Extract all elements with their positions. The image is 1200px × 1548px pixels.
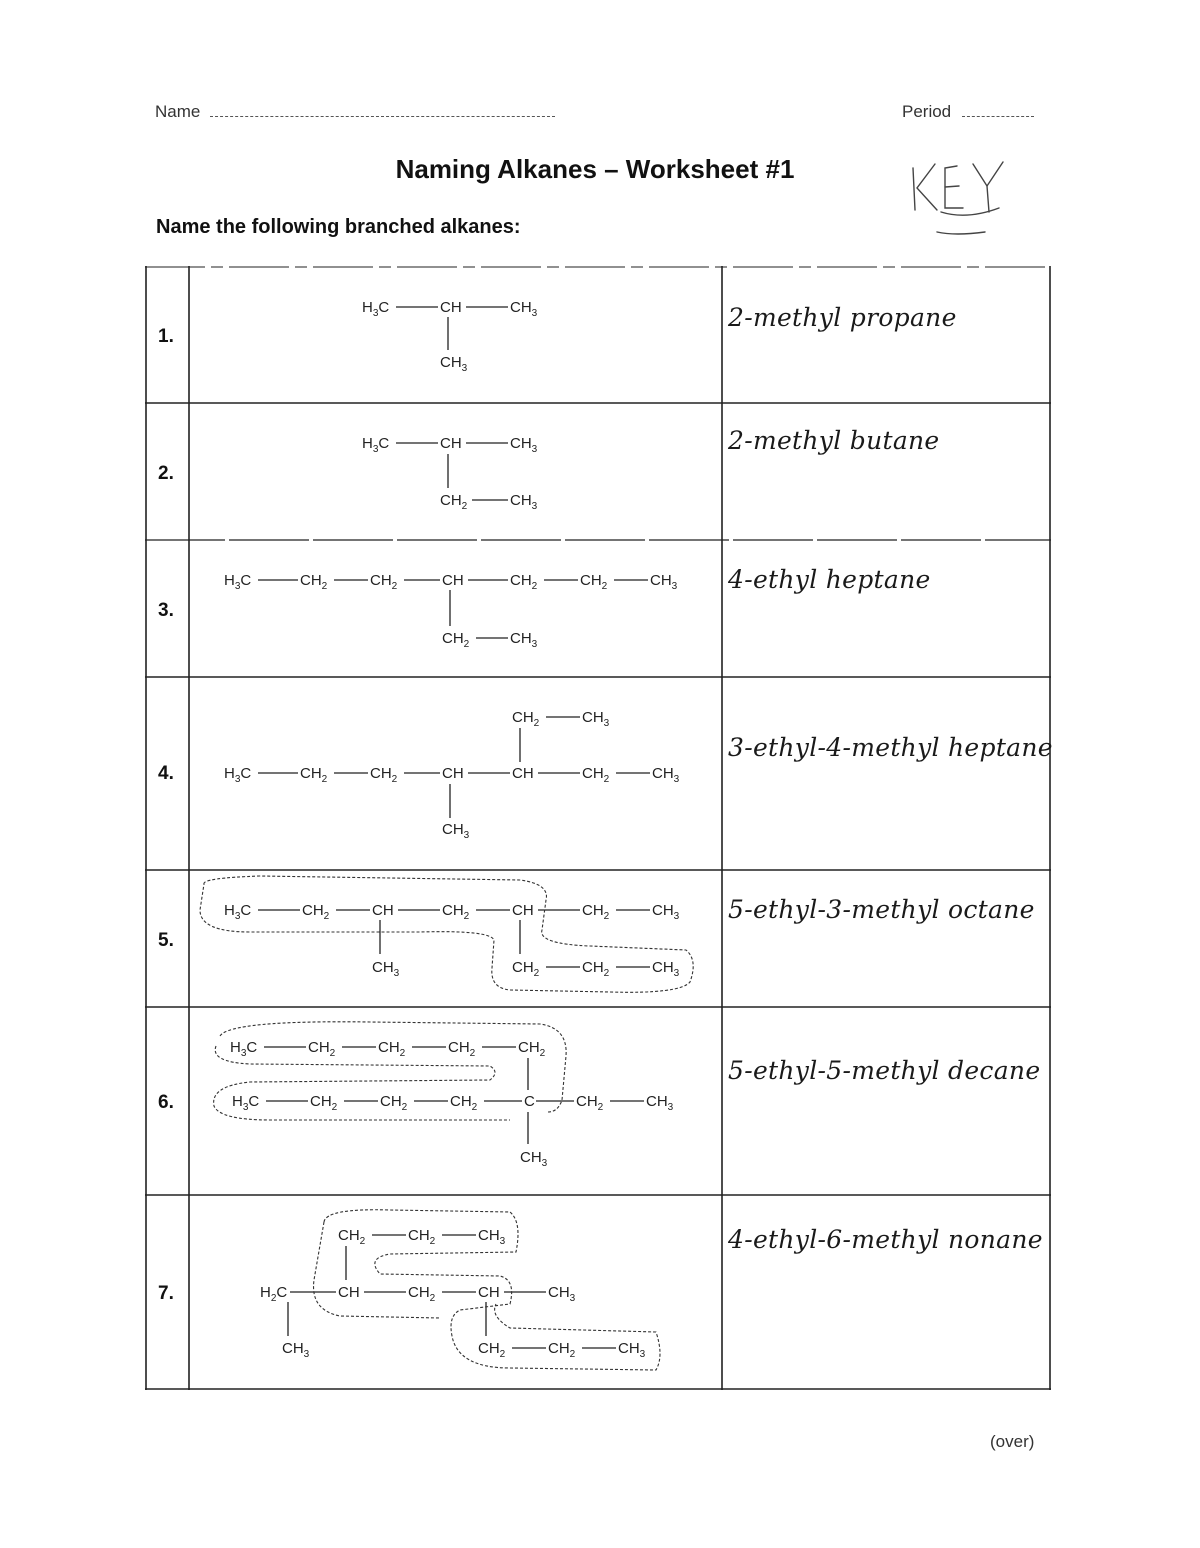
svg-text:CH: CH: [338, 1284, 360, 1301]
period-label: Period: [902, 102, 952, 121]
svg-text:CH2: $CH_2$: [442, 630, 470, 650]
answer-text: 2-methyl butane: [728, 426, 940, 455]
problem-number: 4.: [158, 763, 174, 784]
name-field[interactable]: [210, 116, 555, 117]
svg-text:CH3: $CH_3$: [440, 354, 468, 374]
svg-text:CH2: $CH_2$: [380, 1093, 408, 1113]
problem-number: 3.: [158, 600, 174, 621]
svg-text:CH3: $CH_3$: [652, 959, 680, 979]
svg-text:H3C: $H_3C$: [224, 572, 252, 592]
svg-text:CH2: $CH_2$: [512, 709, 540, 729]
svg-text:H3C: $H_3C$: [224, 765, 252, 785]
structure-diagram-6: [190, 1016, 720, 1176]
svg-text:CH: CH: [440, 299, 462, 316]
answer-text: 5-ethyl-5-methyl decane: [728, 1056, 1041, 1085]
svg-text:CH2: $CH_2$: [582, 959, 610, 979]
structure-diagram-3: [190, 566, 720, 666]
answer-text: 3-ethyl-4-methyl heptane: [728, 733, 1053, 762]
problem-number: 1.: [158, 326, 174, 347]
svg-text:H2C: $H_2C$: [260, 1284, 288, 1304]
answer-text: 2-methyl propane: [728, 303, 957, 332]
svg-text:CH2: $CH_2$: [308, 1039, 336, 1059]
svg-text:CH2: $CH_2$: [448, 1039, 476, 1059]
svg-text:CH2: $CH_2$: [518, 1039, 546, 1059]
svg-text:CH3: $CH_3$: [652, 765, 680, 785]
svg-text:CH3: $CH_3$: [372, 959, 400, 979]
svg-text:CH3: $CH_3$: [442, 821, 470, 840]
svg-text:H3C: $H_3C$: [230, 1039, 258, 1059]
worksheet-title: Naming Alkanes – Worksheet #1: [395, 154, 795, 184]
structure-diagram-5: [190, 870, 720, 1000]
problem-number: 7.: [158, 1283, 174, 1304]
svg-text:CH3: $CH_3$: [510, 299, 538, 319]
svg-text:CH3: $CH_3$: [282, 1340, 310, 1360]
svg-text:CH2: $CH_2$: [300, 765, 328, 785]
svg-text:CH2: $CH_2$: [370, 572, 398, 592]
period-field[interactable]: [962, 116, 1034, 117]
svg-text:CH3: $CH_3$: [548, 1284, 576, 1304]
svg-text:CH2: $CH_2$: [478, 1340, 506, 1360]
svg-text:CH: CH: [442, 765, 464, 782]
svg-text:CH2: $CH_2$: [370, 765, 398, 785]
svg-text:CH2: $CH_2$: [582, 902, 610, 922]
svg-text:CH2: $CH_2$: [310, 1093, 338, 1113]
over-note: (over): [990, 1432, 1035, 1451]
svg-text:CH2: $CH_2$: [440, 492, 468, 512]
svg-text:CH: CH: [512, 902, 534, 919]
structure-diagram-2: [190, 428, 720, 528]
svg-text:CH3: $CH_3$: [510, 435, 538, 455]
svg-text:CH2: $CH_2$: [512, 959, 540, 979]
svg-text:CH3: $CH_3$: [510, 492, 538, 512]
svg-text:CH3: $CH_3$: [478, 1227, 506, 1247]
svg-text:H3C: $H_3C$: [362, 299, 390, 319]
svg-text:CH2: $CH_2$: [408, 1227, 436, 1247]
answer-text: 5-ethyl-3-methyl octane: [728, 895, 1035, 924]
svg-text:CH: CH: [478, 1284, 500, 1301]
svg-text:CH2: $CH_2$: [582, 765, 610, 785]
svg-text:CH2: $CH_2$: [580, 572, 608, 592]
svg-text:CH: CH: [372, 902, 394, 919]
svg-text:CH3: $CH_3$: [582, 709, 610, 729]
svg-text:CH3: $CH_3$: [510, 630, 538, 650]
answer-text: 4-ethyl-6-methyl nonane: [728, 1225, 1043, 1254]
svg-text:CH2: $CH_2$: [510, 572, 538, 592]
problem-number: 2.: [158, 463, 174, 484]
svg-text:CH3: $CH_3$: [520, 1149, 548, 1169]
structure-diagram-4: [190, 700, 720, 840]
name-label: Name: [155, 102, 201, 121]
svg-text:CH3: $CH_3$: [646, 1093, 674, 1113]
svg-text:CH2: $CH_2$: [576, 1093, 604, 1113]
svg-text:CH2: $CH_2$: [378, 1039, 406, 1059]
svg-text:CH2: $CH_2$: [548, 1340, 576, 1360]
structure-diagram-7: [190, 1200, 720, 1380]
answer-text: 4-ethyl heptane: [728, 565, 931, 594]
svg-text:CH3: $CH_3$: [618, 1340, 646, 1360]
svg-text:CH3: $CH_3$: [650, 572, 678, 592]
svg-text:CH2: $CH_2$: [300, 572, 328, 592]
svg-text:H3C: $H_3C$: [362, 435, 390, 455]
answer-key-mark: [905, 150, 1015, 240]
instructions: Name the following branched alkanes:: [156, 216, 521, 238]
svg-text:CH: CH: [440, 435, 462, 452]
svg-text:CH2: $CH_2$: [408, 1284, 436, 1304]
structure-diagram-1: [190, 290, 720, 390]
svg-text:CH2: $CH_2$: [338, 1227, 366, 1247]
svg-text:CH: CH: [442, 572, 464, 589]
svg-text:H3C: $H_3C$: [224, 902, 252, 922]
svg-text:CH2: $CH_2$: [442, 902, 470, 922]
svg-text:CH2: $CH_2$: [450, 1093, 478, 1113]
problem-number: 6.: [158, 1092, 174, 1113]
problem-number: 5.: [158, 930, 174, 951]
svg-text:CH2: $CH_2$: [302, 902, 330, 922]
svg-text:C: C: [524, 1093, 535, 1110]
svg-text:H3C: $H_3C$: [232, 1093, 260, 1113]
svg-text:CH3: $CH_3$: [652, 902, 680, 922]
svg-text:CH: CH: [512, 765, 534, 782]
